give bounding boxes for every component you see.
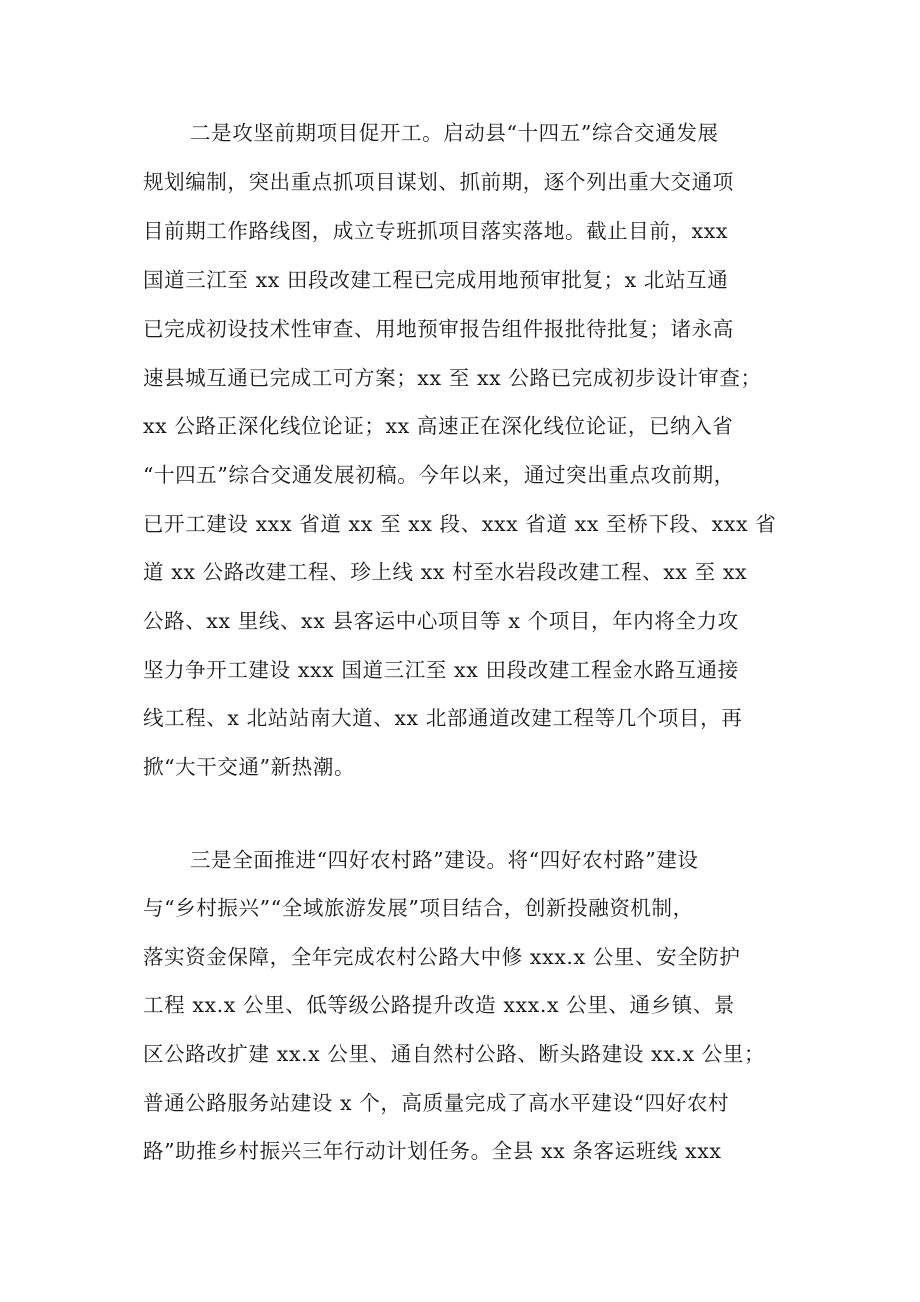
paragraph-line: 目前期工作路线图，成立专班抓项目落实落地。截止目前，xxx [143, 219, 729, 243]
paragraph-line: 坚力争开工建设 xxx 国道三江至 xx 田段改建工程金水路互通接 [143, 658, 739, 682]
paragraph-line: 国道三江至 xx 田段改建工程已完成用地预审批复；x 北站互通 [143, 268, 729, 292]
paragraph-line: 规划编制，突出重点抓项目谋划、抓前期，逐个列出重大交通项 [143, 170, 734, 194]
paragraph-line: 已完成初设技术性审查、用地预审报告组件报批待批复；诸永高 [143, 317, 734, 341]
paragraph-line: 速县城互通已完成工可方案；xx 至 xx 公路已完成初步设计审查； [143, 366, 762, 390]
paragraph-line: 区公路改扩建 xx.x 公里、通自然村公路、断头路建设 xx.x 公里； [143, 1042, 766, 1066]
paragraph-line: 与“乡村振兴”“全域旅游发展”项目结合，创新投融资机制， [143, 896, 694, 920]
paragraph-line: xx 公路正深化线位论证；xx 高速正在深化线位论证，已纳入省 [143, 414, 734, 438]
paragraph-line: 线工程、x 北站站南大道、xx 北部通道改建工程等几个项目，再 [143, 706, 743, 730]
paragraph-line: 路”助推乡村振兴三年行动计划任务。全县 xx 条客运班线 xxx [143, 1139, 722, 1163]
paragraph-line: 三是全面推进“四好农村路”建设。将“四好农村路”建设 [190, 848, 699, 872]
paragraph-line: 已开工建设 xxx 省道 xx 至 xx 段、xxx 省道 xx 至桥下段、xxx 省 [143, 512, 777, 536]
paragraph-line: 工程 xx.x 公里、低等级公路提升改造 xxx.x 公里、通乡镇、景 [143, 993, 736, 1017]
paragraph-line: “十四五”综合交通发展初稿。今年以来，通过突出重点攻前期， [143, 463, 735, 487]
paragraph-line: 掀“大干交通”新热潮。 [143, 755, 356, 779]
paragraph-line: 公路、xx 里线、xx 县客运中心项目等 x 个项目，年内将全力攻 [143, 609, 739, 633]
paragraph-line: 二是攻坚前期项目促开工。启动县“十四五”综合交通发展 [190, 121, 719, 145]
paragraph-line: 落实资金保障，全年完成农村公路大中修 xxx.x 公里、安全防护 [143, 945, 741, 969]
paragraph-line: 道 xx 公路改建工程、珍上线 xx 村至水岩段改建工程、xx 至 xx [143, 560, 748, 584]
paragraph-line: 普通公路服务站建设 x 个，高质量完成了高水平建设“四好农村 [143, 1091, 730, 1115]
